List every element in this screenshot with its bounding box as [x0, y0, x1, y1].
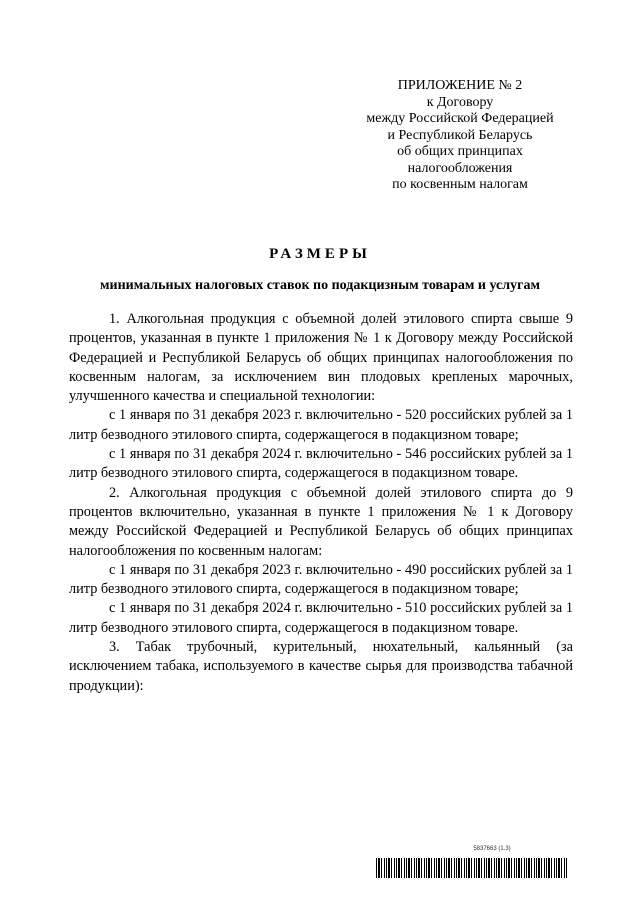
document-subtitle: минимальных налоговых ставок по подакцизным товарам и услугам [99, 278, 541, 293]
appendix-line: об общих принципах [397, 144, 523, 159]
appendix-line: и Республикой Беларусь [387, 127, 533, 143]
paragraph-rate-2023: с 1 января по 31 декабря 2023 г. включительно - 490 российских рублей за 1 литр безводного этилового спирта, содержащегося в подакцизном товаре; [69, 561, 573, 598]
appendix-header [340, 78, 580, 194]
document-body [69, 310, 573, 696]
appendix-line: по косвенным налогам [392, 177, 528, 192]
paragraph-rate-2023: с 1 января по 31 декабря 2023 г. включительно - 520 российских рублей за 1 литр безводного этилового спирта, содержащегося в подакцизном товаре; [69, 407, 573, 443]
barcode-label: 5837663 (1.3) [473, 846, 511, 852]
appendix-line: ПРИЛОЖЕНИЕ № 2 [397, 78, 523, 93]
paragraph-rate-2024: с 1 января по 31 декабря 2024 г. включительно - 510 российских рублей за 1 литр безводного этилового спирта, содержащегося в подакцизном товаре. [69, 600, 573, 636]
paragraph-item-1: 1. Алкогольная продукция с объемной долей этилового спирта свыше 9 процентов, указанная в пункте 1 приложения № 1 к Договору между Российской Федерацией и Республикой Беларусь об общих принципах налогообложения по косвенным налогам, за исключением вин плодовых крепленых марочных, улучшенного качества и специальной технологии: [69, 311, 573, 405]
paragraph-rate-2024: с 1 января по 31 декабря 2024 г. включительно - 546 российских рублей за 1 литр безводного этилового спирта, содержащегося в подакцизном товаре. [69, 446, 573, 482]
barcode-icon [376, 858, 568, 878]
paragraph-item-2: 2. Алкогольная продукция с объемной долей этилового спирта до 9 процентов включительно, указанная в пункте 1 приложения № 1 к Договору между Российской Федерацией и Республикой Беларусь об общих принципах налогообложения по косвенным налогам: [69, 484, 573, 559]
paragraph-item-3: 3. Табак трубочный, курительный, нюхательный, кальянный (за исключением табака, используемого в качестве сырья для производства табачной продукции): [69, 639, 573, 694]
appendix-line: к Договору [426, 94, 494, 110]
appendix-line: налогообложения [407, 160, 513, 176]
document-title: РАЗМЕРЫ [269, 246, 371, 262]
appendix-line: между Российской Федерацией [366, 111, 554, 126]
